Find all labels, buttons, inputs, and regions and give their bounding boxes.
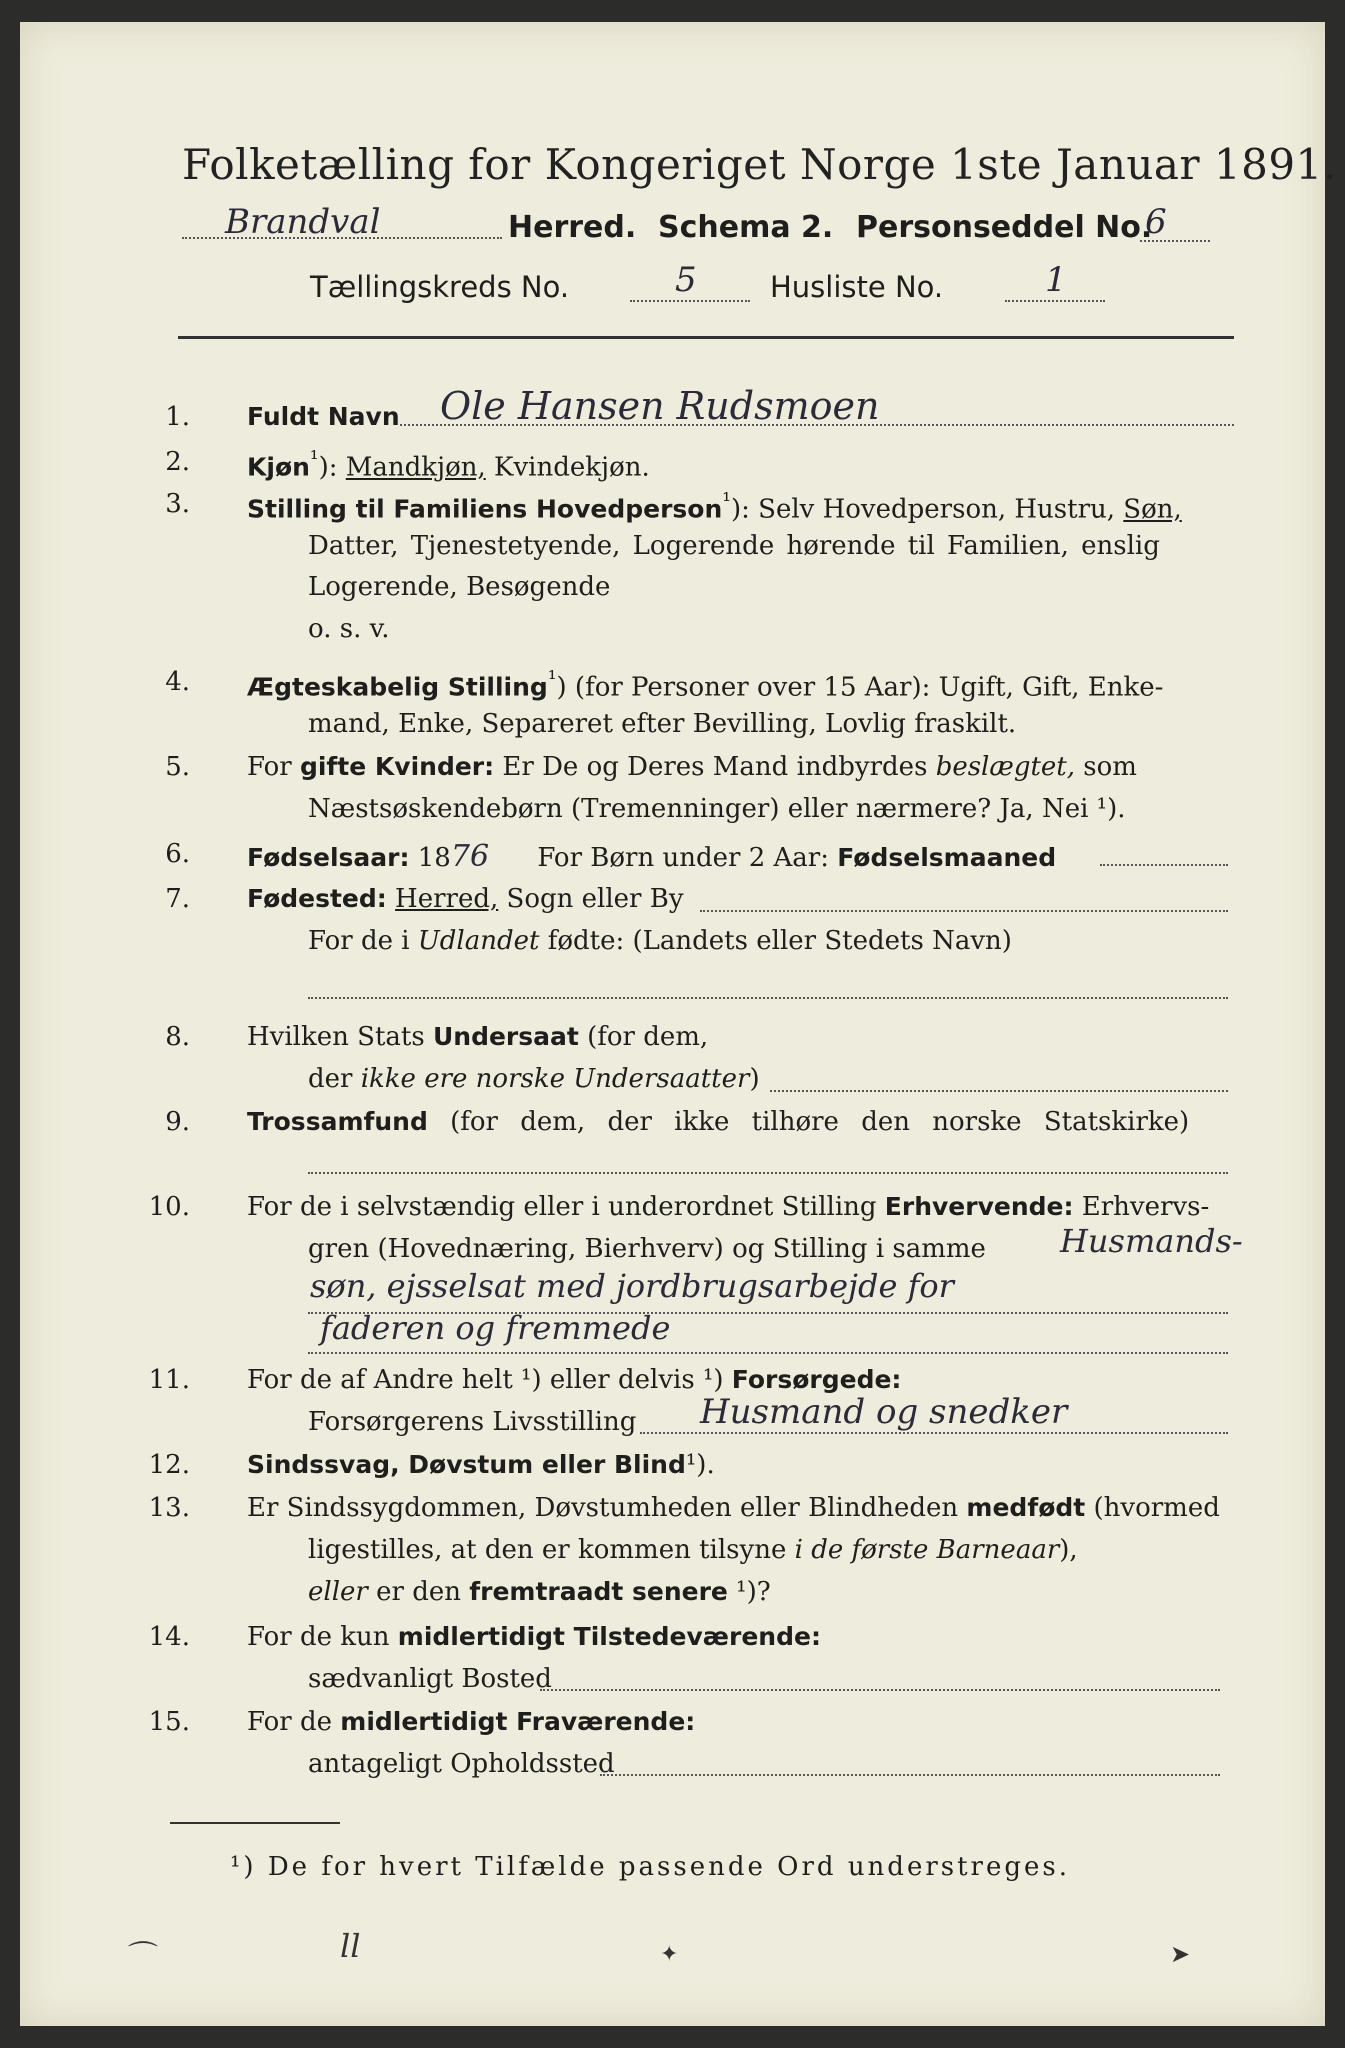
item-7-line2-ital: Udlandet (417, 926, 540, 956)
item-2-opt-mand: Mandkjøn, (345, 452, 486, 483)
personseddel-value: 6 (1145, 202, 1167, 242)
item-13-number: 13. (148, 1493, 190, 1523)
personseddel-dotline (1140, 240, 1210, 242)
item-14-line1 (247, 1622, 821, 1652)
item-14-line2: sædvanligt Bosted (308, 1664, 552, 1694)
item-4-sup: ¹ (547, 667, 557, 692)
item-13-rest: (hvormed (1093, 1493, 1220, 1523)
item-13-bold: medfødt (966, 1493, 1086, 1522)
item-7-line1 (247, 884, 684, 914)
header-rule (178, 336, 1234, 339)
item-7-dotline (700, 910, 1228, 912)
item-7-line2 (308, 926, 1012, 956)
item-8-line2-paren: ) (749, 1064, 760, 1094)
item-13-line3 (308, 1577, 771, 1607)
item-10-rest: Erhvervs- (1081, 1192, 1210, 1222)
herred-label: Herred. (508, 210, 637, 245)
pencil-mark: ll (340, 1927, 361, 1965)
husliste-label: Husliste No. (770, 270, 944, 304)
item-13-line2-ital: i de første Barneaar (794, 1535, 1060, 1565)
item-13-line2-pre: ligestilles, at den er kommen tilsyne (308, 1535, 787, 1565)
item-13-line3-pre: er den (376, 1577, 461, 1607)
item-7-label: Fødested: (247, 884, 387, 913)
item-2-number: 2. (165, 447, 190, 477)
item-15-line2: antageligt Opholdssted (308, 1749, 615, 1779)
item-4-label: Ægteskabelig Stilling (247, 672, 548, 702)
item-1-number: 1. (165, 402, 190, 432)
item-12-line (247, 1450, 715, 1480)
item-13-pre: Er Sindssygdommen, Døvstumheden eller Blindheden (247, 1493, 959, 1523)
item-10-line1 (247, 1192, 1209, 1222)
item-7-line2-pre: For de i (308, 926, 410, 956)
item-13-line2 (308, 1535, 1078, 1565)
item-2-rest: ): (318, 452, 338, 483)
item-5-number: 5. (165, 752, 190, 782)
item-6-number: 6. (165, 839, 190, 869)
item-3-rest: ): Selv Hovedperson, Hustru, (730, 494, 1116, 525)
item-12-label: Sindssvag, Døvstum eller Blind (247, 1450, 686, 1479)
item-8-bold: Undersaat (432, 1022, 579, 1051)
item-12-number: 12. (148, 1450, 190, 1480)
item-8-line1 (247, 1022, 708, 1052)
schema-label: Schema 2. (658, 210, 834, 245)
item-8-line2-pre: der (308, 1064, 353, 1094)
item-8-pre: Hvilken Stats (247, 1022, 425, 1052)
item-8-line2-ital: ikke ere norske Undersaatter (360, 1064, 750, 1094)
herred-value: Brandval (225, 202, 381, 242)
item-10-line2: gren (Hovednæring, Bierhverv) og Stilling i samme (308, 1234, 986, 1264)
footnote-rule (170, 1822, 340, 1824)
item-7-number: 7. (165, 884, 190, 914)
item-7-line2-rest: fødte: (Landets eller Stedets Navn) (547, 926, 1012, 956)
item-2-text (247, 447, 650, 483)
item-11-value: Husmand og snedker (700, 1392, 1068, 1432)
item-4-line2: mand, Enke, Separeret efter Bevilling, Lovlig fraskilt. (308, 709, 1017, 739)
item-7-dotline-2 (308, 997, 1228, 999)
kreds-value: 5 (675, 260, 697, 300)
item-11-bold: Forsørgede: (731, 1365, 902, 1394)
item-2-opt-kvinde: Kvindekjøn. (494, 452, 650, 483)
item-9-rest: (for dem, der ikke tilhøre den norske Statskirke) (450, 1107, 1190, 1137)
item-11-number: 11. (148, 1365, 190, 1395)
item-5-italic: beslægtet, (935, 752, 1076, 782)
item-15-pre: For de (247, 1707, 332, 1737)
item-9-dotline (308, 1172, 1228, 1174)
item-8-dotline (770, 1090, 1228, 1092)
personseddel-label: Personseddel No. (856, 210, 1153, 245)
kreds-dotline (630, 300, 750, 302)
item-1-value: Ole Hansen Rudsmoen (440, 384, 880, 428)
item-5-rest: Er De og Deres Mand indbyrdes (502, 752, 928, 782)
item-4-rest: ) (for Personer over 15 Aar): Ugift, Gift, Enke- (556, 672, 1164, 703)
item-8-line2 (308, 1064, 760, 1094)
item-1-label: Fuldt Navn (247, 402, 400, 431)
item-7-selected: Herred, (395, 884, 499, 914)
item-9-number: 9. (165, 1107, 190, 1137)
item-15-dotline (600, 1774, 1220, 1776)
item-3-sup: ¹ (722, 489, 731, 514)
item-6-year-prefix: 18 (417, 843, 451, 873)
item-13-line3-ital: eller (308, 1577, 368, 1607)
husliste-dotline (1005, 300, 1105, 302)
item-14-pre: For de kun (247, 1622, 390, 1652)
item-13-line1 (247, 1493, 1220, 1523)
item-5-label: gifte Kvinder: (299, 752, 495, 781)
item-14-dotline (540, 1689, 1220, 1691)
item-5-end: som (1083, 752, 1137, 782)
item-10-pre: For de i selvstændig eller i underordnet Stilling (247, 1192, 877, 1222)
item-10-value-1: Husmands- (1060, 1222, 1243, 1260)
item-3-line1 (247, 489, 1182, 525)
footnote: ¹) De for hvert Tilfælde passende Ord understreges. (230, 1852, 1071, 1882)
item-9-line (247, 1107, 1189, 1137)
item-12-rest: ¹). (685, 1450, 715, 1480)
star-mark: ✦ (660, 1942, 679, 1967)
item-13-line3-rest: ¹)? (736, 1577, 771, 1607)
item-5-line1 (247, 752, 1137, 782)
item-2-sup: ¹ (309, 447, 319, 472)
item-6-dotline (1100, 864, 1228, 866)
item-9-label: Trossamfund (247, 1107, 428, 1136)
form-title: Folketælling for Kongeriget Norge 1ste Januar 1891. (182, 140, 1337, 189)
item-6-month-label: Fødselsmaaned (837, 843, 1057, 872)
kreds-label: Tællingskreds No. (310, 270, 570, 304)
item-14-bold: midlertidigt Tilstedeværende: (397, 1622, 821, 1651)
item-14-number: 14. (148, 1622, 190, 1652)
item-3-selected: Søn, (1123, 494, 1182, 525)
item-3-line2: Datter, Tjenestetyende, Logerende hørende til Familien, enslig (308, 531, 1160, 561)
item-10-number: 10. (148, 1192, 190, 1222)
item-4-line1 (247, 667, 1163, 703)
item-3-line3: Logerende, Besøgende (308, 572, 611, 602)
item-8-rest: (for dem, (587, 1022, 709, 1052)
item-5-line2: Næstsøskendebørn (Tremenninger) eller nærmere? Ja, Nei ¹). (308, 794, 1126, 824)
item-10-bold: Erhvervende: (884, 1192, 1074, 1221)
item-6-rest: For Børn under 2 Aar: (537, 843, 829, 873)
item-11-line1 (247, 1365, 901, 1395)
item-15-number: 15. (148, 1707, 190, 1737)
item-5-pre: For (247, 752, 292, 782)
item-10-value-3: faderen og fremmede (320, 1309, 671, 1347)
item-2-label: Kjøn (247, 452, 310, 482)
item-3-line4: o. s. v. (308, 614, 390, 644)
arrow-mark: ➤ (1170, 1940, 1191, 1968)
item-11-line2: Forsørgerens Livsstilling (308, 1407, 637, 1437)
item-15-bold: midlertidigt Fraværende: (340, 1707, 696, 1736)
item-3-number: 3. (165, 489, 190, 519)
item-10-dotline-2 (308, 1352, 1228, 1354)
item-3-label: Stilling til Familiens Hovedperson (247, 494, 723, 524)
item-6-year-value: 76 (450, 839, 490, 874)
item-13-line2-rest: ), (1059, 1535, 1078, 1565)
item-4-number: 4. (165, 667, 190, 697)
husliste-value: 1 (1045, 260, 1067, 300)
item-15-line1 (247, 1707, 695, 1737)
item-11-pre: For de af Andre helt ¹) eller delvis ¹) (247, 1365, 724, 1395)
corner-mark-left: ⌒ (128, 1940, 158, 1975)
item-6-label: Fødselsaar: (247, 843, 410, 872)
item-7-rest: Sogn eller By (506, 884, 684, 914)
item-10-value-2: søn, ejsselsat med jordbrugsarbejde for (310, 1267, 954, 1305)
census-form-page (20, 22, 1337, 2026)
item-8-number: 8. (165, 1022, 190, 1052)
item-13-line3-bold: fremtraadt senere (469, 1577, 728, 1606)
item-6-line (247, 839, 1056, 874)
item-11-dotline (640, 1432, 1228, 1434)
